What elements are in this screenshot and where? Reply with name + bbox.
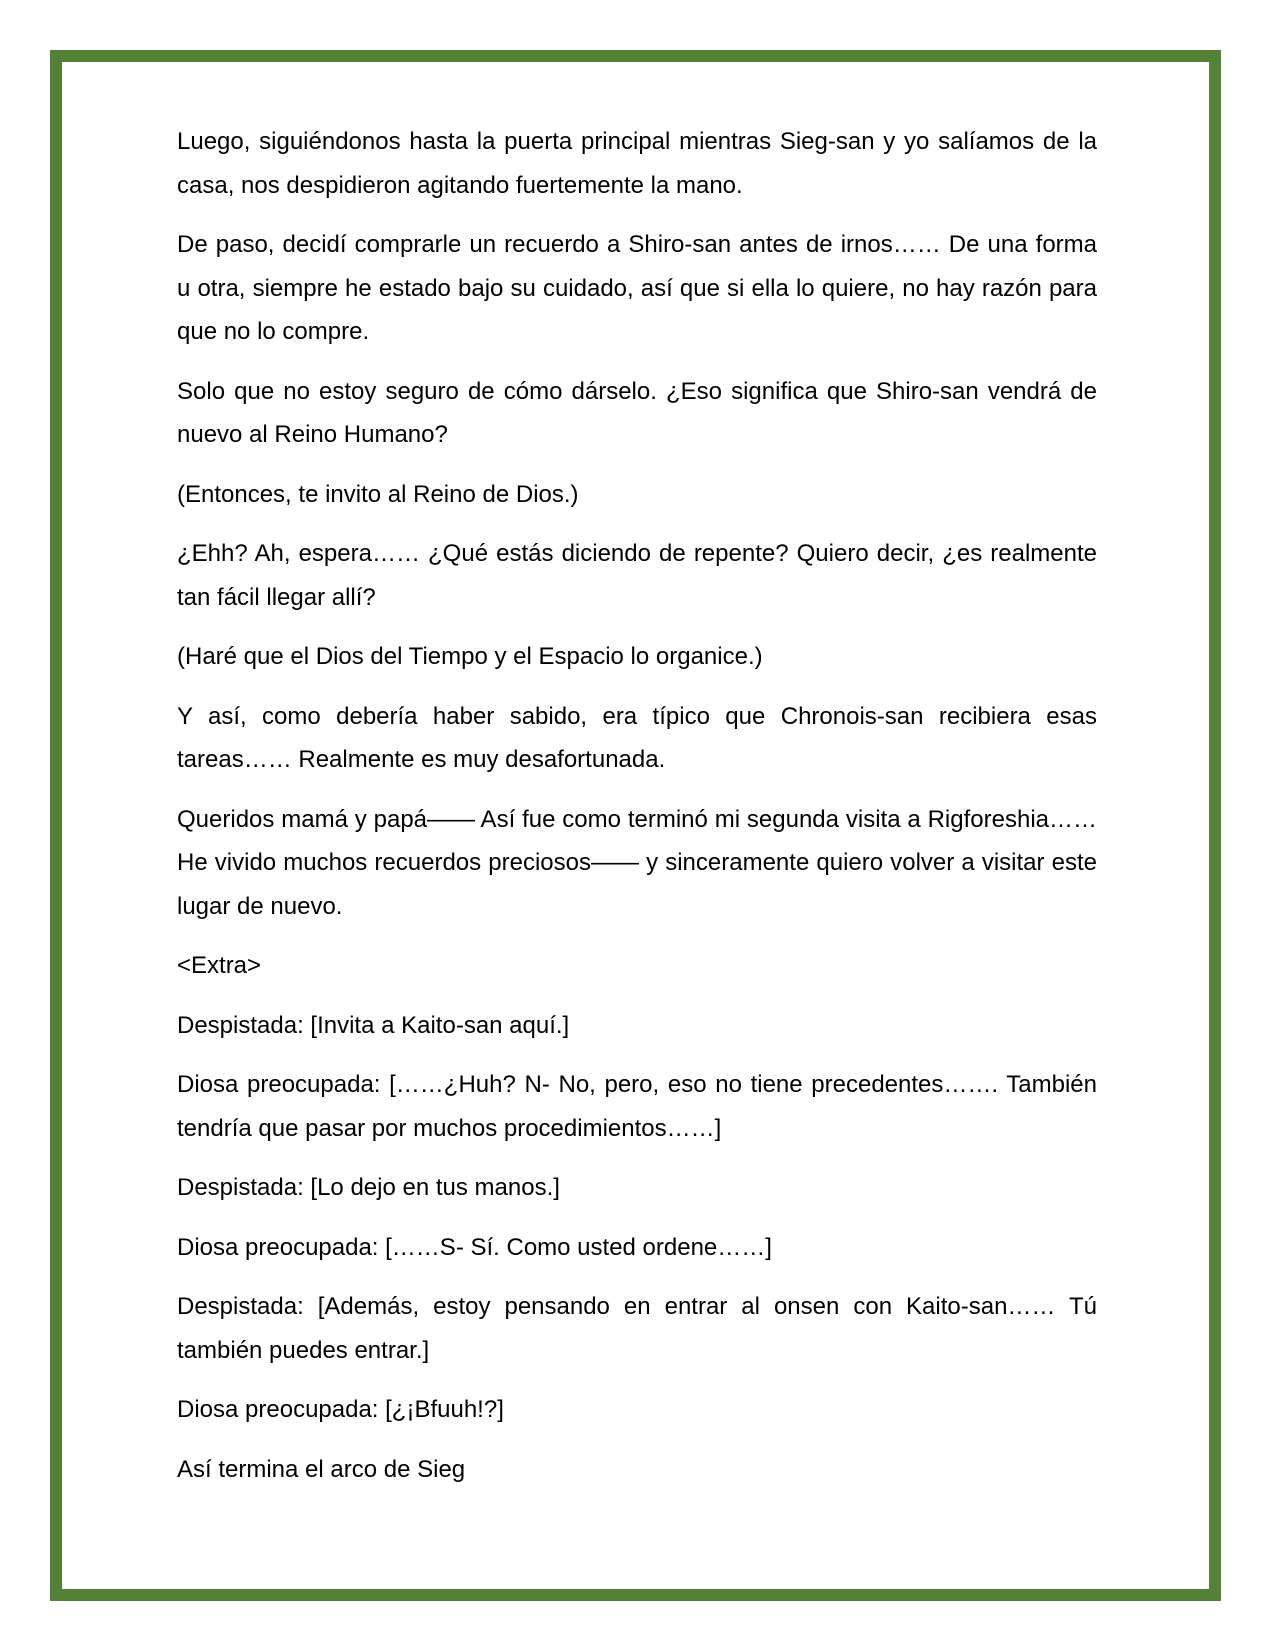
dialogue-line: Diosa preocupada: [¿¡Bfuuh!?] (177, 1396, 504, 1423)
paragraph: Solo que no estoy seguro de cómo dárselo. ¿Eso significa que Shiro-san vendrá de nuevo al Reino Humano? (177, 377, 1097, 448)
paragraph: Y así, como debería haber sabido, era típico que Chronois-san recibiera esas tareas…… Realmente es muy desafortunada. (177, 702, 1097, 773)
paragraph: (Entonces, te invito al Reino de Dios.) (177, 480, 579, 508)
dialogue-line: Despistada: [Lo dejo en tus manos.] (177, 1174, 560, 1201)
dialogue-line: Diosa preocupada: [……¿Huh? N- No, pero, eso no tiene precedentes……. También tendría que pasar por muchos procedimientos……] (177, 1071, 1097, 1142)
dialogue-line: Despistada: [Además, estoy pensando en entrar al onsen con Kaito-san…… Tú también puedes entrar.] (177, 1293, 1097, 1364)
dialogue-line: Diosa preocupada: [……S- Sí. Como usted ordene……] (177, 1233, 772, 1261)
section-heading-extra: <Extra> (177, 952, 262, 979)
paragraph: Luego, siguiéndonos hasta la puerta principal mientras Sieg-san y yo salíamos de la casa, nos despidieron agitando fuertemente la mano. (177, 128, 1097, 199)
closing-line: Así termina el arco de Sieg (177, 1455, 466, 1483)
dialogue-line: Despistada: [Invita a Kaito-san aquí.] (177, 1011, 570, 1039)
paragraph: (Haré que el Dios del Tiempo y el Espacio lo organice.) (177, 643, 763, 670)
paragraph: De paso, decidí comprarle un recuerdo a Shiro-san antes de irnos…… De una forma u otra, siempre he estado bajo su cuidado, así que si ella lo quiere, no hay razón para que no lo compre. (177, 231, 1097, 345)
document-body (177, 120, 1097, 1507)
paragraph: ¿Ehh? Ah, espera…… ¿Qué estás diciendo de repente? Quiero decir, ¿es realmente tan fácil llegar allí? (177, 540, 1097, 611)
paragraph: Queridos mamá y papá—— Así fue como terminó mi segunda visita a Rigforeshia…… He vivido muchos recuerdos preciosos—— y sinceramente quiero volver a visitar este lugar de nuevo. (177, 805, 1097, 920)
